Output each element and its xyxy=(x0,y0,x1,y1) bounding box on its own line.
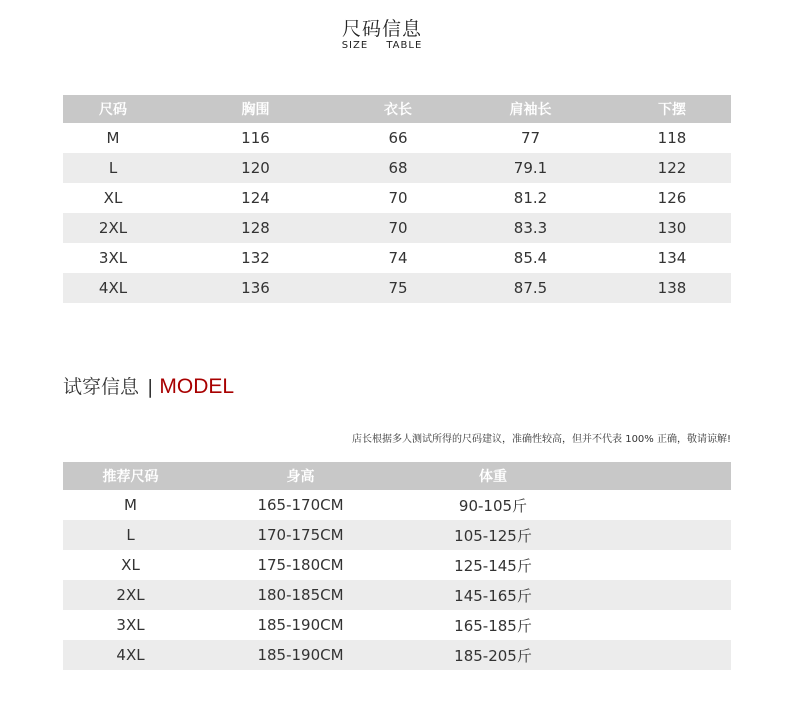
recommended-size-cell: XL xyxy=(121,556,140,574)
recommended-size-cell: 2XL xyxy=(63,580,198,610)
size-cell: XL xyxy=(103,189,123,207)
table-row xyxy=(63,243,731,273)
recommended-size-cell: M xyxy=(124,496,137,514)
shoulder-sleeve-cell: 79.1 xyxy=(448,153,613,183)
recommended-size-cell: L xyxy=(63,520,198,550)
header-empty xyxy=(583,462,731,490)
weight-cell: 125-145斤 xyxy=(454,556,532,575)
size-cell: 2XL xyxy=(63,213,163,243)
hem-cell: 138 xyxy=(613,273,731,303)
table-row xyxy=(63,123,731,153)
chest-cell: 128 xyxy=(163,213,348,243)
table-row xyxy=(63,520,731,550)
length-cell: 74 xyxy=(388,249,408,267)
size-cell: 4XL xyxy=(63,273,163,303)
table-row xyxy=(63,610,731,640)
table-row xyxy=(63,490,731,520)
height-cell: 185-190CM xyxy=(198,640,403,670)
header-size: 尺码 xyxy=(63,95,163,123)
table-row xyxy=(63,640,731,670)
shoulder-sleeve-cell: 81.2 xyxy=(513,189,548,207)
empty-cell xyxy=(583,580,731,610)
recommended-size-cell: 3XL xyxy=(116,616,145,634)
table-row xyxy=(63,183,731,213)
shoulder-sleeve-cell: 77 xyxy=(520,129,541,147)
hem-cell: 134 xyxy=(657,249,687,267)
model-heading-separator: | xyxy=(147,376,154,398)
chest-cell: 124 xyxy=(241,189,270,207)
chest-cell: 136 xyxy=(163,273,348,303)
hem-cell: 126 xyxy=(657,189,687,207)
chest-cell: 116 xyxy=(241,129,270,147)
model-table xyxy=(63,462,731,670)
size-cell: L xyxy=(63,153,163,183)
header-hem: 下摆 xyxy=(613,95,731,123)
height-cell: 170-175CM xyxy=(198,520,403,550)
hem-cell: 122 xyxy=(613,153,731,183)
shoulder-sleeve-cell: 85.4 xyxy=(513,249,548,267)
empty-cell xyxy=(583,640,731,670)
hem-cell: 118 xyxy=(657,129,687,147)
chest-cell: 120 xyxy=(163,153,348,183)
model-heading-cn: 试穿信息 xyxy=(63,376,140,398)
header-weight: 体重 xyxy=(403,462,583,490)
weight-cell: 90-105斤 xyxy=(458,496,528,515)
height-cell: 165-170CM xyxy=(257,496,344,514)
height-cell: 185-190CM xyxy=(257,616,344,634)
size-table xyxy=(63,95,731,303)
header-height: 身高 xyxy=(198,462,403,490)
length-cell: 68 xyxy=(348,153,448,183)
size-table-subtitle: SIZE TABLE xyxy=(341,40,423,51)
empty-cell xyxy=(583,610,731,640)
model-table-header-row xyxy=(63,462,731,490)
height-cell: 175-180CM xyxy=(257,556,344,574)
table-row xyxy=(63,580,731,610)
header-shoulder-sleeve: 肩袖长 xyxy=(448,95,613,123)
weight-cell: 165-185斤 xyxy=(454,616,532,635)
size-cell: M xyxy=(106,129,120,147)
weight-cell: 185-205斤 xyxy=(403,640,583,670)
empty-cell xyxy=(583,490,731,520)
recommended-size-cell: 4XL xyxy=(63,640,198,670)
table-row xyxy=(63,153,731,183)
shoulder-sleeve-cell: 83.3 xyxy=(448,213,613,243)
table-row xyxy=(63,213,731,243)
height-cell: 180-185CM xyxy=(198,580,403,610)
length-cell: 75 xyxy=(348,273,448,303)
hem-cell: 130 xyxy=(613,213,731,243)
weight-cell: 105-125斤 xyxy=(403,520,583,550)
size-advice-note: 店长根据多人测试所得的尺码建议，准确性较高，但并不代表 100% 正确，敬请谅解! xyxy=(352,434,731,445)
header-recommended-size: 推荐尺码 xyxy=(63,462,198,490)
table-row xyxy=(63,273,731,303)
model-heading-en: MODEL xyxy=(159,375,235,398)
empty-cell xyxy=(583,520,731,550)
header-chest: 胸围 xyxy=(163,95,348,123)
length-cell: 70 xyxy=(388,189,408,207)
size-table-header-row xyxy=(63,95,731,123)
table-row xyxy=(63,550,731,580)
size-cell: 3XL xyxy=(98,249,128,267)
length-cell: 66 xyxy=(388,129,408,147)
header-length: 衣长 xyxy=(348,95,448,123)
empty-cell xyxy=(583,550,731,580)
chest-cell: 132 xyxy=(241,249,270,267)
length-cell: 70 xyxy=(348,213,448,243)
shoulder-sleeve-cell: 87.5 xyxy=(448,273,613,303)
weight-cell: 145-165斤 xyxy=(403,580,583,610)
model-heading xyxy=(63,372,234,399)
size-table-title: 尺码信息 xyxy=(341,18,422,40)
